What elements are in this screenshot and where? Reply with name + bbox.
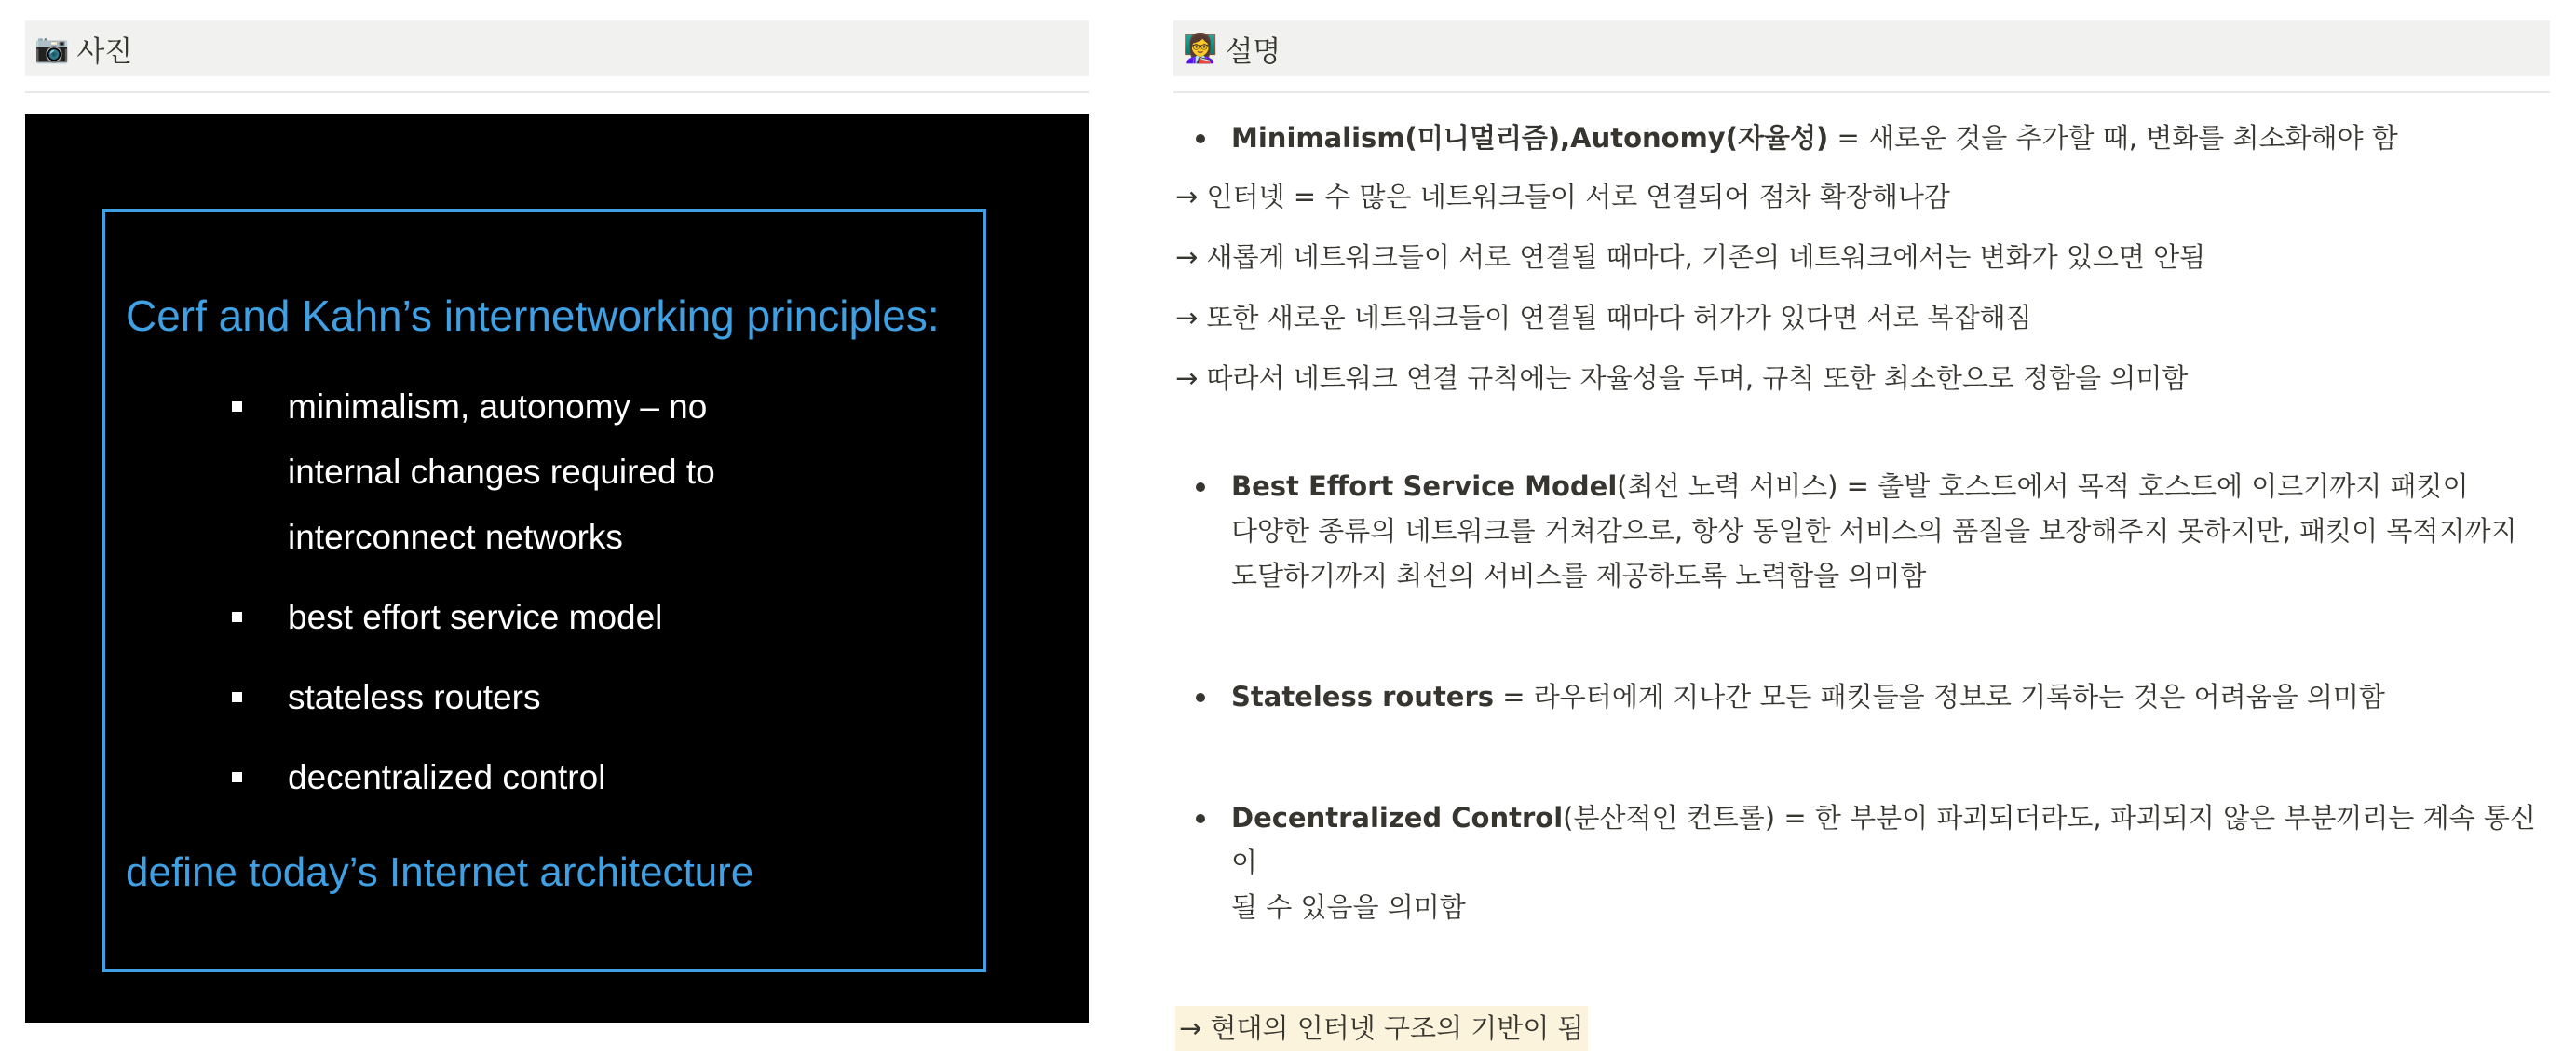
note-bullet-minimalism: Minimalism(미니멀리즘),Autonomy(자율성) = 새로운 것을 추가할 때, 변화를 최소화해야 함 <box>1175 115 2554 160</box>
note-arrow-line: → 따라서 네트워크 연결 규칙에는 자율성을 두며, 규칙 또한 최소한으로 정함을 의미함 <box>1175 362 2189 394</box>
slide-title: Cerf and Kahn’s internetworking principles: <box>126 292 940 340</box>
note-bullet-decentralized: Decentralized Control(분산적인 컨트롤) = 한 부분이 파괴되더라도, 파괴되지 않은 부분끼리는 계속 통신이 될 수 있음을 의미함 <box>1175 795 2554 929</box>
bullet-dot-icon <box>1196 814 1205 823</box>
camera-icon: 📷 <box>34 32 70 65</box>
slide-bullet: stateless routers <box>232 665 828 730</box>
description-column-header <box>1173 20 2550 76</box>
description-column-title: 설명 <box>1225 34 1281 69</box>
slide-footer: define today’s Internet architecture <box>126 849 754 895</box>
description-header-divider <box>1173 91 2550 93</box>
lecture-slide-image <box>25 114 1089 1023</box>
slide-bullet-list <box>232 374 828 825</box>
slide-bullet: decentralized control <box>232 745 828 810</box>
note-bullet-stateless: Stateless routers = 라우터에게 지나간 모든 패킷들을 정보로 기록하는 것은 어려움을 의미함 <box>1175 674 2554 719</box>
bullet-square-icon <box>232 772 242 782</box>
note-arrow-line: → 또한 새로운 네트워크들이 연결될 때마다 허가가 있다면 서로 복잡해짐 <box>1175 302 2032 333</box>
bullet-square-icon <box>232 692 242 702</box>
highlighted-conclusion: → 현대의 인터넷 구조의 기반이 됨 <box>1175 1006 1588 1051</box>
note-bullet-best-effort: Best Effort Service Model(최선 노력 서비스) = 출발 호스트에서 목적 호스트에 이르기까지 패킷이 다양한 종류의 네트워크를 거쳐감으로, 항상 동일한 서비스의 품질을 보장해주지 못하지만, 패킷이 목적지까지 도달하기까지 최선의 서비스를 제공하도록 노력함을 의미함 <box>1175 464 2554 598</box>
bullet-dot-icon <box>1196 134 1205 143</box>
description-notes <box>1175 110 2554 1051</box>
photo-column-title: 사진 <box>76 34 133 69</box>
photo-header-divider <box>25 91 1089 93</box>
bullet-square-icon <box>232 401 242 412</box>
bullet-square-icon <box>232 612 242 622</box>
note-arrow-line: → 인터넷 = 수 많은 네트워크들이 서로 연결되어 점차 확장해나감 <box>1175 181 1950 212</box>
teacher-icon: 👩‍🏫 <box>1183 32 1218 65</box>
slide-bullet: minimalism, autonomy – no internal changes required to interconnect networks <box>232 374 828 570</box>
note-conclusion <box>1175 1006 2554 1051</box>
bullet-dot-icon <box>1196 482 1205 492</box>
photo-column-header <box>25 20 1089 76</box>
note-arrow-line: → 새롭게 네트워크들이 서로 연결될 때마다, 기존의 네트워크에서는 변화가 있으면 안됨 <box>1175 241 2206 273</box>
bullet-dot-icon <box>1196 693 1205 702</box>
slide-bullet: best effort service model <box>232 585 828 650</box>
